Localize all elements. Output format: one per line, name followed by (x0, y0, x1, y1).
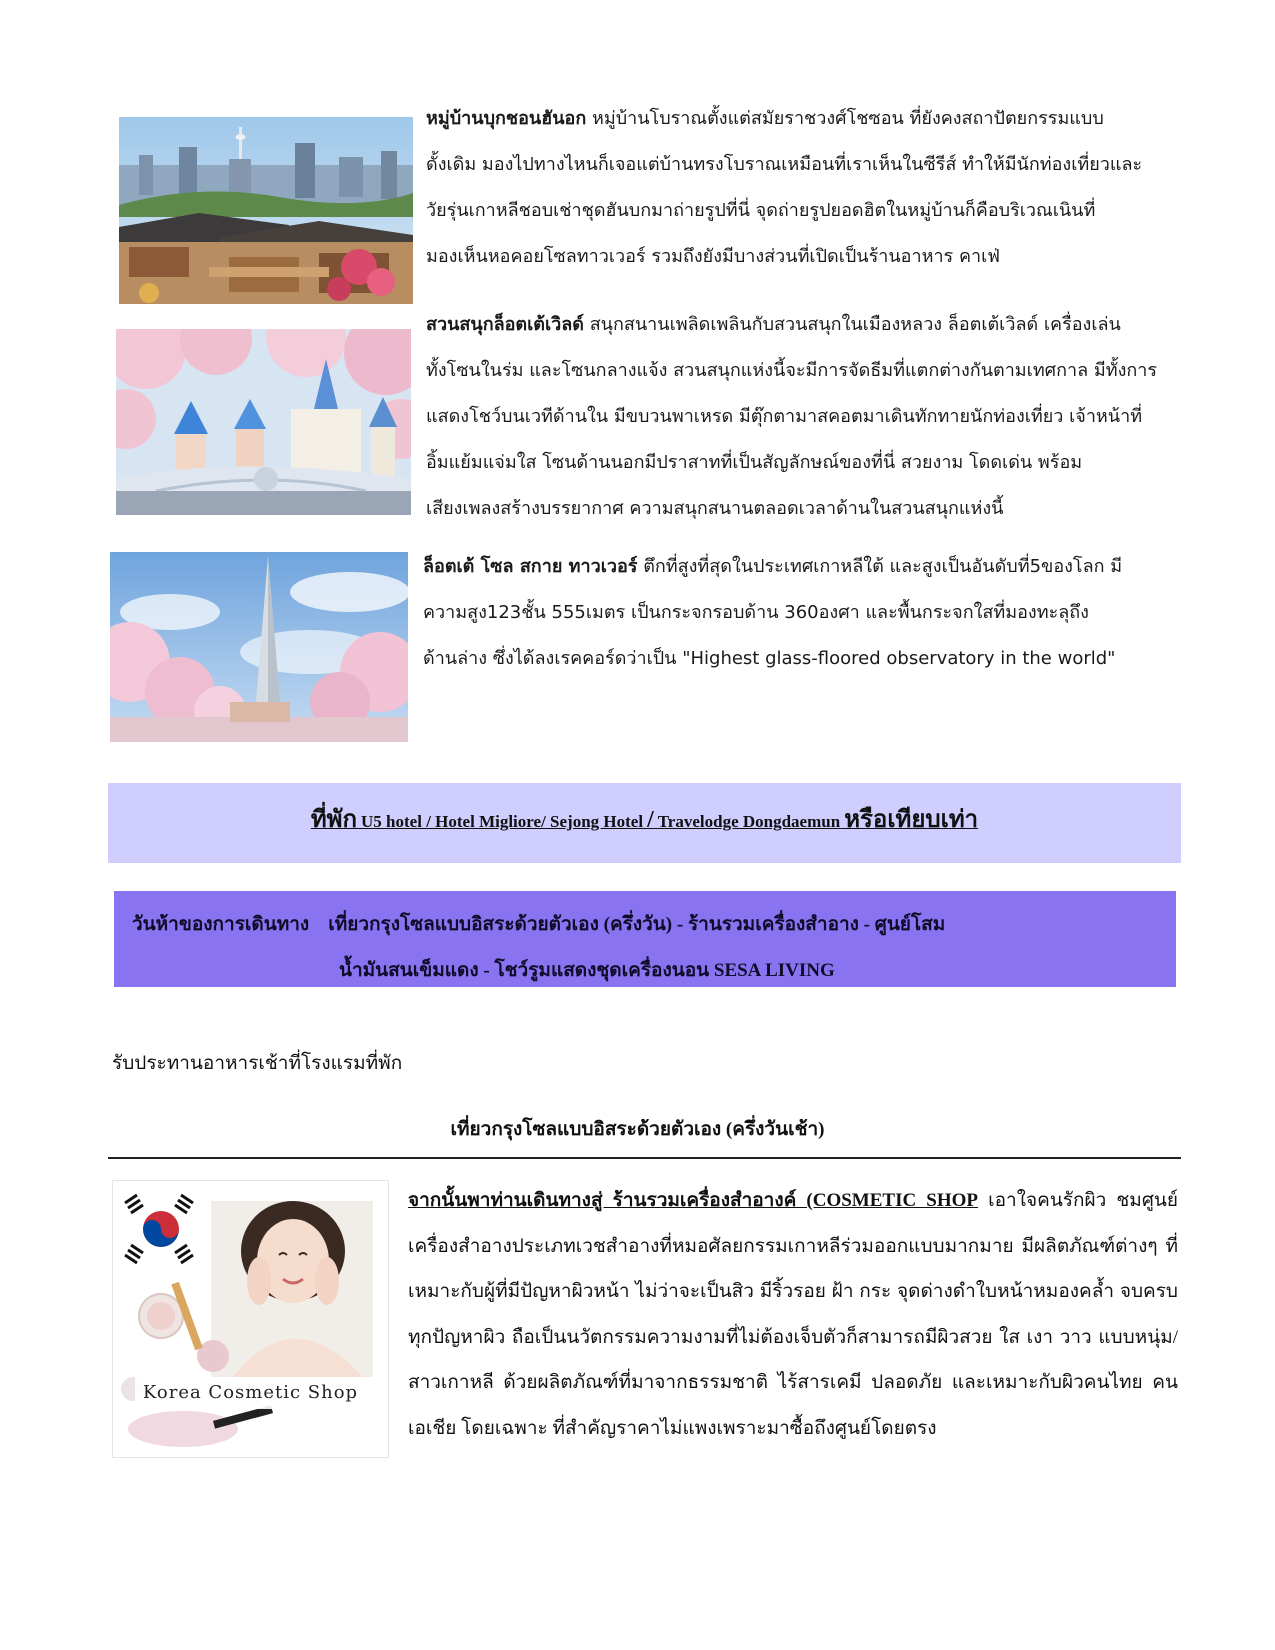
lotte-tower-photo (110, 552, 408, 742)
day-itinerary-2: น้ำมันสนเข็มแดง - โชว์รูมแสดงชุดเครื่องนอน SESA LIVING (339, 960, 835, 981)
day-label: วันห้าของการเดินทาง (132, 914, 310, 935)
hotel-extra: Travelodge Dongdaemun (657, 812, 841, 831)
cosmetic-shop-text (408, 1178, 1178, 1451)
hotel-slash: / (647, 807, 654, 833)
cosmetic-body: เอาใจคนรักผิว ชมศูนย์เครื่องสำอางประเภทเวชสำอางที่หมอศัลยกรรมเกาหลีร่วมออกแบบมากมาย มีผลิตภัณฑ์ต่างๆ ที่เหมาะกับผู้ที่มีปัญหาผิวหน้า ไม่ว่าจะเป็นสิว มีริ้วรอย ฝ้า กระ จุดด่างดำใบหน้าหมองคล้ำ จบครบทุกปัญหาผิว ถือเป็นนวัตกรรมความงามที่ไม่ต้องเจ็บตัวก็สามารถมีผิวสวย ใส เงา วาว แบบหนุ่ม/สาวเกาหลี ด้วยผลิตภัณฑ์ที่มาจากธรรมชาติ ไร้สารเคมี ปลอดภัย และเหมาะกับผิวคนไทย คนเอเชีย โดยเฉพาะ ที่สำคัญราคาไม่แพงเพราะมาซื้อถึงศูนย์โดยตรง (408, 1190, 1179, 1439)
cosmetic-shop-label: Korea Cosmetic Shop (135, 1377, 366, 1409)
lotte-world-photo (116, 329, 411, 515)
cosmetic-shop-image (112, 1180, 389, 1458)
attraction-title: สวนสนุกล็อตเต้เวิลด์ (426, 314, 584, 335)
section-heading: เที่ยวกรุงโซลแบบอิสระด้วยตัวเอง (ครึ่งวันเช้า) (450, 1119, 825, 1140)
divider (108, 1157, 1181, 1159)
day-banner (114, 891, 1176, 987)
breakfast-text: รับประทานอาหารเช้าที่โรงแรมที่พัก (112, 1053, 403, 1074)
attraction-lotte-tower-text: ล็อตเต้ โซล สกาย ทาวเวอร์ ตึกที่สูงที่สุดในประเทศเกาหลีใต้ และสูงเป็นอันดับที่5ของโลก มี ความสูง123ชั้น 555เมตร เป็นกระจกรอบด้าน 360องศา และพื้นกระจกใสที่มองทะลุถึง ด้านล่าง ซึ่งได้ลงเรคคอร์ดว่าเป็น "Highest glass-floored observatory in the world" (423, 556, 1123, 669)
cosmetic-lead: จากนั้นพาท่านเดินทางสู่ ร้านรวมเครื่องสำอางค์ (COSMETIC SHOP (408, 1190, 979, 1211)
attraction-bukchon-text: หมู่บ้านบุกชอนฮันอก หมู่บ้านโบราณตั้งแต่สมัยราชวงศ์โชซอน ที่ยังคงสถาปัตยกรรมแบบ ดั้งเดิม มองไปทางไหนก็เจอแต่บ้านทรงโบราณเหมือนที่เราเห็นในซีรีส์ ทำให้มีนักท่องเที่ยวและ วัยรุ่นเกาหลีชอบเช่าชุดฮันบกมาถ่ายรูปที่นี่ จุดถ่ายรูปยอดฮิตในหมู่บ้านก็คือบริเวณเนินที่ มองเห็นหอคอยโซลทาวเวอร์ รวมถึงยังมีบางส่วนที่เปิดเป็นร้านอาหาร คาเฟ่ (426, 108, 1143, 267)
hotel-prefix: ที่พัก (310, 807, 358, 833)
cosmetic-shop-illustration (113, 1181, 388, 1457)
hotel-names: U5 hotel / Hotel Migliore/ Sejong Hotel (361, 812, 644, 831)
hotel-banner (108, 783, 1181, 863)
attraction-title: หมู่บ้านบุกชอนฮันอก (426, 108, 587, 129)
hotel-line (108, 799, 1181, 838)
day-title-line1 (132, 909, 945, 939)
day-itinerary-1: เที่ยวกรุงโซลแบบอิสระด้วยตัวเอง (ครึ่งวัน) - ร้านรวมเครื่องสำอาง - ศูนย์โสม (328, 914, 946, 935)
attraction-title: ล็อตเต้ โซล สกาย ทาวเวอร์ (423, 556, 638, 577)
attraction-lotte-world-text: สวนสนุกล็อตเต้เวิลด์ สนุกสนานเพลิดเพลินกับสวนสนุกในเมืองหลวง ล็อตเต้เวิลด์ เครื่องเล่น ทั้งโซนในร่ม และโซนกลางแจ้ง สวนสนุกแห่งนี้จะมีการจัดธีมที่แตกต่างกันตามเทศกาล มีทั้งการ แสดงโชว์บนเวทีด้านใน มีขบวนพาเหรด มีตุ๊กตามาสคอตมาเดินทักทายนักท่องเที่ยว เจ้าหน้าที่ อิ้มแย้มแจ่มใส โซนด้านนอกมีปราสาทที่เป็นสัญลักษณ์ของที่นี่ สวยงาม โดดเด่น พร้อม เสียงเพลงสร้างบรรยากาศ ความสนุกสนานตลอดเวลาด้านในสวนสนุกแห่งนี้ (426, 314, 1158, 519)
hotel-suffix: หรือเทียบเท่า (844, 807, 979, 833)
bukchon-hanok-photo (119, 117, 413, 304)
